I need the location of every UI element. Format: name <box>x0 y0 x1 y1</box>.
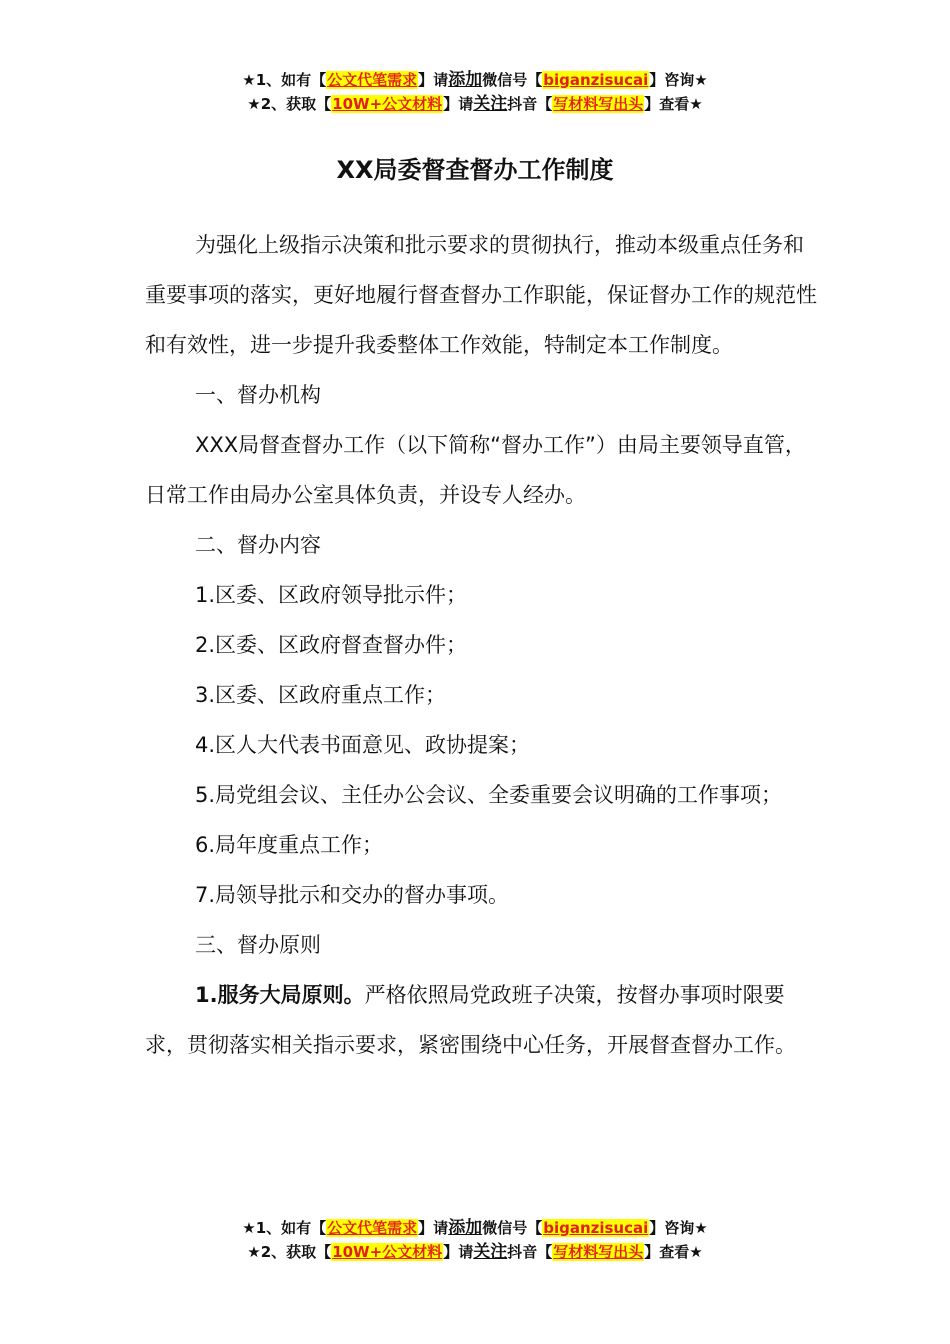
promo-douyin-id: 写材料写出头 <box>553 95 644 113</box>
principle-text: 严格依照局党政班子决策，按督办事项时限要求，贯彻落实相关指示要求，紧密围绕中心任务，开展督查督办工作。 <box>145 983 796 1057</box>
section-paragraph: XXX局督查督办工作（以下简称“督办工作”）由局主要领导直管，日常工作由局办公室具体负责，并设专人经办。 <box>145 433 806 507</box>
list-item: 5.局党组会议、主任办公会议、全委重要会议明确的工作事项； <box>195 783 783 807</box>
promo-highlight: 公文代笔需求 <box>327 1219 418 1237</box>
promo-emphasis: 添加 <box>448 1218 483 1238</box>
section-heading: 三、督办原则 <box>195 933 321 957</box>
principle-lead: 1.服务大局原则。 <box>195 983 365 1007</box>
promo-text: ★2、获取【 <box>247 1243 332 1261</box>
document-title: XX局委督查督办工作制度 <box>336 156 614 184</box>
promo-wechat-id: biganzisucai <box>543 71 649 89</box>
promo-text: 】请 <box>443 95 474 113</box>
promo-highlight: 10W+公文材料 <box>332 95 443 113</box>
promo-text: 微信号【 <box>482 1219 543 1237</box>
promo-line-1 <box>0 1216 950 1240</box>
promo-text: 】咨询★ <box>649 1219 708 1237</box>
intro-paragraph: 为强化上级指示决策和批示要求的贯彻执行，推动本级重点任务和重要事项的落实，更好地履行督查督办工作职能，保证督办工作的规范性和有效性，进一步提升我委整体工作效能，特制定本工作制度。 <box>145 233 817 357</box>
footer-promo-banner <box>0 1216 950 1264</box>
list-item: 3.区委、区政府重点工作； <box>195 683 447 707</box>
list-item: 1.区委、区政府领导批示件； <box>195 583 468 607</box>
section-heading: 二、督办内容 <box>195 533 321 557</box>
promo-douyin-id: 写材料写出头 <box>553 1243 644 1261</box>
promo-line-2 <box>0 92 950 116</box>
promo-emphasis: 添加 <box>448 70 483 90</box>
promo-wechat-id: biganzisucai <box>543 1219 649 1237</box>
promo-highlight: 10W+公文材料 <box>332 1243 443 1261</box>
promo-text: 】咨询★ <box>649 71 708 89</box>
promo-emphasis: 关注 <box>473 94 508 114</box>
promo-line-1 <box>0 68 950 92</box>
promo-emphasis: 关注 <box>473 1242 508 1262</box>
promo-highlight: 公文代笔需求 <box>327 71 418 89</box>
principle-paragraph <box>145 970 817 1070</box>
promo-text: 】查看★ <box>644 1243 703 1261</box>
promo-line-2 <box>0 1240 950 1264</box>
section-heading: 一、督办机构 <box>195 383 321 407</box>
promo-text: 】查看★ <box>644 95 703 113</box>
list-item: 2.区委、区政府督查督办件； <box>195 633 468 657</box>
list-item: 7.局领导批示和交办的督办事项。 <box>195 883 510 907</box>
promo-text: ★1、如有【 <box>242 1219 327 1237</box>
promo-text: 微信号【 <box>482 71 543 89</box>
promo-text: 抖音【 <box>507 95 553 113</box>
list-item: 6.局年度重点工作； <box>195 833 384 857</box>
document-body <box>145 220 817 1070</box>
list-item: 4.区人大代表书面意见、政协提案； <box>195 733 531 757</box>
header-promo-banner <box>0 68 950 116</box>
promo-text: 抖音【 <box>507 1243 553 1261</box>
promo-text: 】请 <box>418 1219 449 1237</box>
promo-text: 】请 <box>418 71 449 89</box>
promo-text: ★2、获取【 <box>247 95 332 113</box>
promo-text: ★1、如有【 <box>242 71 327 89</box>
promo-text: 】请 <box>443 1243 474 1261</box>
